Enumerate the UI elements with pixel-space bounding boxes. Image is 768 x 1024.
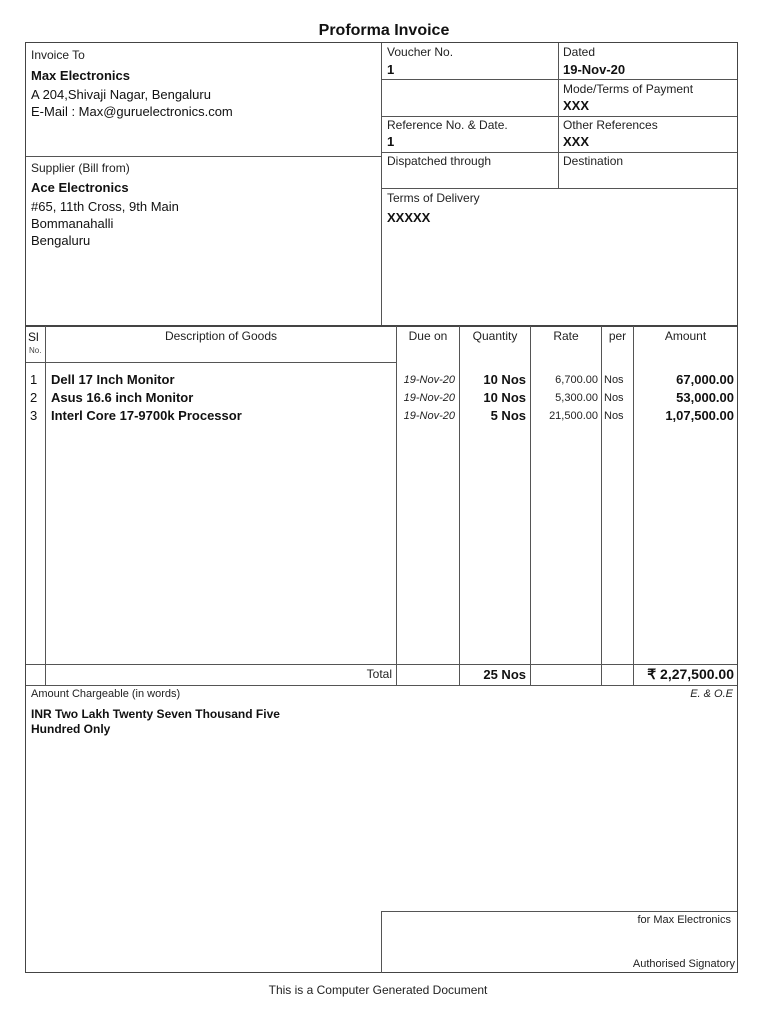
other-references-label: Other References <box>563 118 658 132</box>
header-due-on: Due on <box>408 329 448 343</box>
separator <box>26 156 381 157</box>
mode-terms-label: Mode/Terms of Payment <box>563 82 694 96</box>
row-per: Nos <box>604 374 624 386</box>
supplier-address-line: #65, 11th Cross, 9th Main <box>31 199 179 214</box>
row-description: Interl Core 17-9700k Processor <box>51 408 242 423</box>
reference-value: 1 <box>387 134 395 149</box>
voucher-label: Voucher No. <box>387 45 454 59</box>
row-description: Asus 16.6 inch Monitor <box>51 390 194 405</box>
row-amount: 67,000.00 <box>676 372 734 387</box>
column-divider <box>601 326 602 685</box>
header-sl: Sl <box>28 330 39 344</box>
invoice-to-name: Max Electronics <box>31 68 130 83</box>
terms-delivery-value: XXXXX <box>387 210 431 225</box>
row-description: Dell 17 Inch Monitor <box>51 372 175 387</box>
table-header-border <box>26 362 396 363</box>
authorised-signatory: Authorised Signatory <box>632 958 735 970</box>
row-per: Nos <box>604 410 624 422</box>
row-rate: 6,700.00 <box>555 374 598 386</box>
row-amount: 53,000.00 <box>676 390 734 405</box>
column-divider <box>45 326 46 685</box>
eoe-text: E. & O.E <box>690 688 733 700</box>
page-title: Proforma Invoice <box>318 22 450 39</box>
amount-words-line: INR Two Lakh Twenty Seven Thousand Five <box>31 707 280 721</box>
row-due-on: 19-Nov-20 <box>403 374 455 386</box>
dated-value: 19-Nov-20 <box>563 62 626 77</box>
row-amount: 1,07,500.00 <box>665 408 734 423</box>
header-description: Description of Goods <box>164 329 278 343</box>
dispatched-label: Dispatched through <box>387 154 492 168</box>
header-rate: Rate <box>553 329 579 343</box>
separator <box>382 116 737 117</box>
total-row-top <box>26 664 737 665</box>
amount-words-label: Amount Chargeable (in words) <box>31 688 181 700</box>
header-quantity: Quantity <box>472 329 518 343</box>
footer-note: This is a Computer Generated Document <box>268 983 488 997</box>
row-rate: 5,300.00 <box>555 392 598 404</box>
row-sl: 3 <box>30 408 38 423</box>
separator <box>382 188 737 189</box>
other-references-value: XXX <box>563 134 590 149</box>
row-due-on: 19-Nov-20 <box>403 392 455 404</box>
supplier-address-line: Bommanahalli <box>31 216 114 231</box>
table-top-border <box>26 325 737 327</box>
voucher-value: 1 <box>387 62 395 77</box>
header-amount: Amount <box>664 329 707 343</box>
total-amount: ₹ 2,27,500.00 <box>647 666 734 682</box>
supplier-label: Supplier (Bill from) <box>31 161 130 175</box>
row-rate: 21,500.00 <box>549 410 598 422</box>
total-row-bottom <box>26 685 737 686</box>
row-due-on: 19-Nov-20 <box>403 410 455 422</box>
total-quantity: 25 Nos <box>483 667 526 682</box>
invoice-to-email: E-Mail : Max@guruelectronics.com <box>31 104 233 119</box>
for-company: for Max Electronics <box>637 914 731 926</box>
destination-label: Destination <box>563 154 624 168</box>
supplier-address-line: Bengaluru <box>31 233 91 248</box>
row-quantity: 5 Nos <box>490 408 526 423</box>
mode-terms-value: XXX <box>563 98 590 113</box>
separator <box>382 152 737 153</box>
dated-label: Dated <box>563 45 596 59</box>
row-per: Nos <box>604 392 624 404</box>
supplier-name: Ace Electronics <box>31 180 129 195</box>
row-sl: 1 <box>30 372 38 387</box>
header-sl-sub: No. <box>29 346 42 355</box>
row-quantity: 10 Nos <box>483 372 526 387</box>
separator <box>558 43 559 189</box>
invoice-to-label: Invoice To <box>31 48 85 62</box>
row-sl: 2 <box>30 390 38 405</box>
row-quantity: 10 Nos <box>483 390 526 405</box>
terms-delivery-label: Terms of Delivery <box>387 191 480 205</box>
total-label: Total <box>366 667 392 681</box>
separator <box>382 79 737 80</box>
signature-box-top <box>381 911 737 912</box>
invoice-to-address: A 204,Shivaji Nagar, Bengaluru <box>31 87 211 102</box>
reference-label: Reference No. & Date. <box>387 118 508 132</box>
header-per: per <box>608 329 627 343</box>
amount-words-line: Hundred Only <box>31 722 111 736</box>
signature-box-left <box>381 911 382 973</box>
header-divider <box>381 43 382 325</box>
